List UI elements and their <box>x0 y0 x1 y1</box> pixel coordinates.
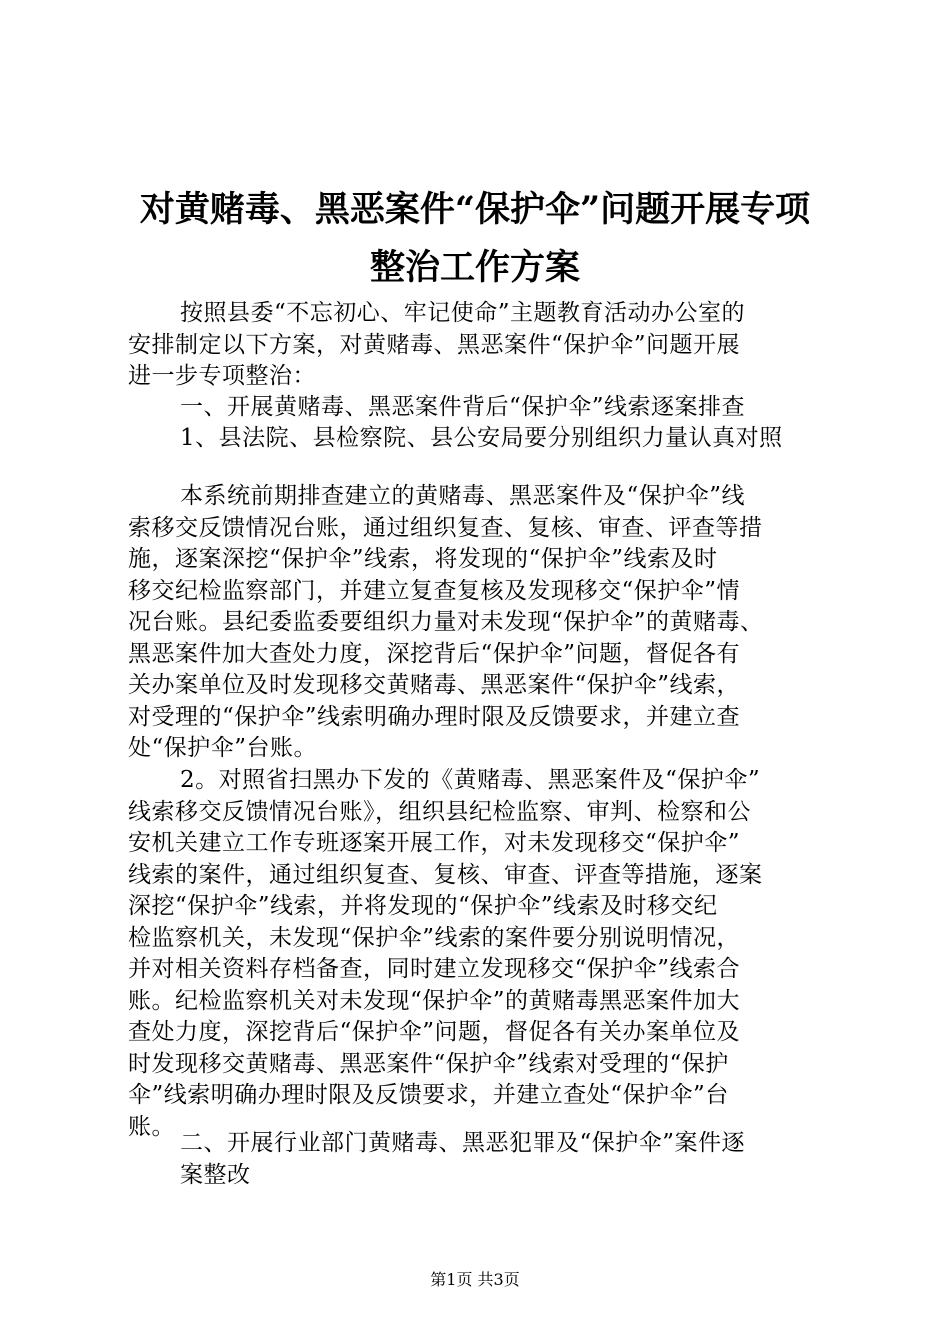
paragraph-line: 深挖“保护伞”线索，并将发现的“保护伞”线索及时移交纪 <box>128 893 718 919</box>
intro-line: 安排制定以下方案，对黄赌毒、黑恶案件“保护伞”问题开展 <box>128 331 741 358</box>
document-title-line-1: 对黄赌毒、黑恶案件“保护伞”问题开展专项 <box>139 189 811 230</box>
paragraph-line: 伞”线索明确办理时限及反馈要求，并建立查处“保护伞”台 <box>128 1082 729 1108</box>
paragraph-line: 黑恶案件加大查处力度，深挖背后“保护伞”问题，督促各有 <box>128 640 741 667</box>
document-title-line-2: 整治工作方案 <box>369 247 580 288</box>
paragraph-line: 2。对照省扫黑办下发的《黄赌毒、黑恶案件及“保护伞” <box>180 767 761 793</box>
paragraph-line: 查处力度，深挖背后“保护伞”问题，督促各有关办案单位及 <box>128 1019 741 1045</box>
paragraph-line: 检监察机关，未发现“保护伞”线索的案件要分别说明情况， <box>128 924 741 951</box>
paragraph-line: 安机关建立工作专班逐案开展工作，对未发现移交“保护伞” <box>128 830 741 856</box>
paragraph-line: 账。 <box>128 1113 175 1140</box>
paragraph-line: 线索的案件，通过组织复查、复核、审查、评查等措施，逐案 <box>128 861 763 888</box>
paragraph-line: 对受理的“保护伞”线索明确办理时限及反馈要求，并建立查 <box>128 703 741 730</box>
paragraph-line: 账。纪检监察机关对未发现“保护伞”的黄赌毒黑恶案件加大 <box>128 987 741 1014</box>
intro-line: 按照县委“不忘初心、牢记使命”主题教育活动办公室的 <box>180 300 746 326</box>
paragraph-line: 移交纪检监察部门，并建立复查复核及发现移交“保护伞”情 <box>128 577 741 604</box>
paragraph-line: 索移交反馈情况台账，通过组织复查、复核、审查、评查等措 <box>128 514 763 541</box>
paragraph-line: 处“保护伞”台账。 <box>128 735 318 761</box>
intro-line: 进一步专项整治： <box>128 363 316 389</box>
paragraph-line: 线索移交反馈情况台账》，组织县纪检监察、审判、检察和公 <box>128 798 751 825</box>
paragraph-line: 并对相关资料存档备查，同时建立发现移交“保护伞”线索合 <box>128 956 741 982</box>
item-1-paragraph <box>128 481 828 765</box>
section-heading-2: 二、开展行业部门黄赌毒、黑恶犯罪及“保护伞”案件逐 案整改 <box>180 1130 746 1188</box>
paragraph-line: 关办案单位及时发现移交黄赌毒、黑恶案件“保护伞”线索， <box>128 672 741 698</box>
intro-paragraph <box>128 298 828 393</box>
page-number-footer: 第1页 共3页 <box>430 1270 520 1289</box>
paragraph-line: 况台账。县纪委监委要组织力量对未发现“保护伞”的黄赌毒、 <box>128 609 764 635</box>
section-heading-1: 一、开展黄赌毒、黑恶案件背后“保护伞”线索逐案排查 <box>180 394 746 420</box>
paragraph-line: 时发现移交黄赌毒、黑恶案件“保护伞”线索对受理的“保护 <box>128 1050 729 1077</box>
item-2-paragraph <box>128 765 828 1143</box>
item-1-heading: 1、县法院、县检察院、县公安局要分别组织力量认真对照 <box>180 425 783 451</box>
paragraph-line: 本系统前期排查建立的黄赌毒、黑恶案件及“保护伞”线 <box>180 483 746 509</box>
paragraph-line: 施，逐案深挖“保护伞”线索，将发现的“保护伞”线索及时 <box>128 546 718 572</box>
